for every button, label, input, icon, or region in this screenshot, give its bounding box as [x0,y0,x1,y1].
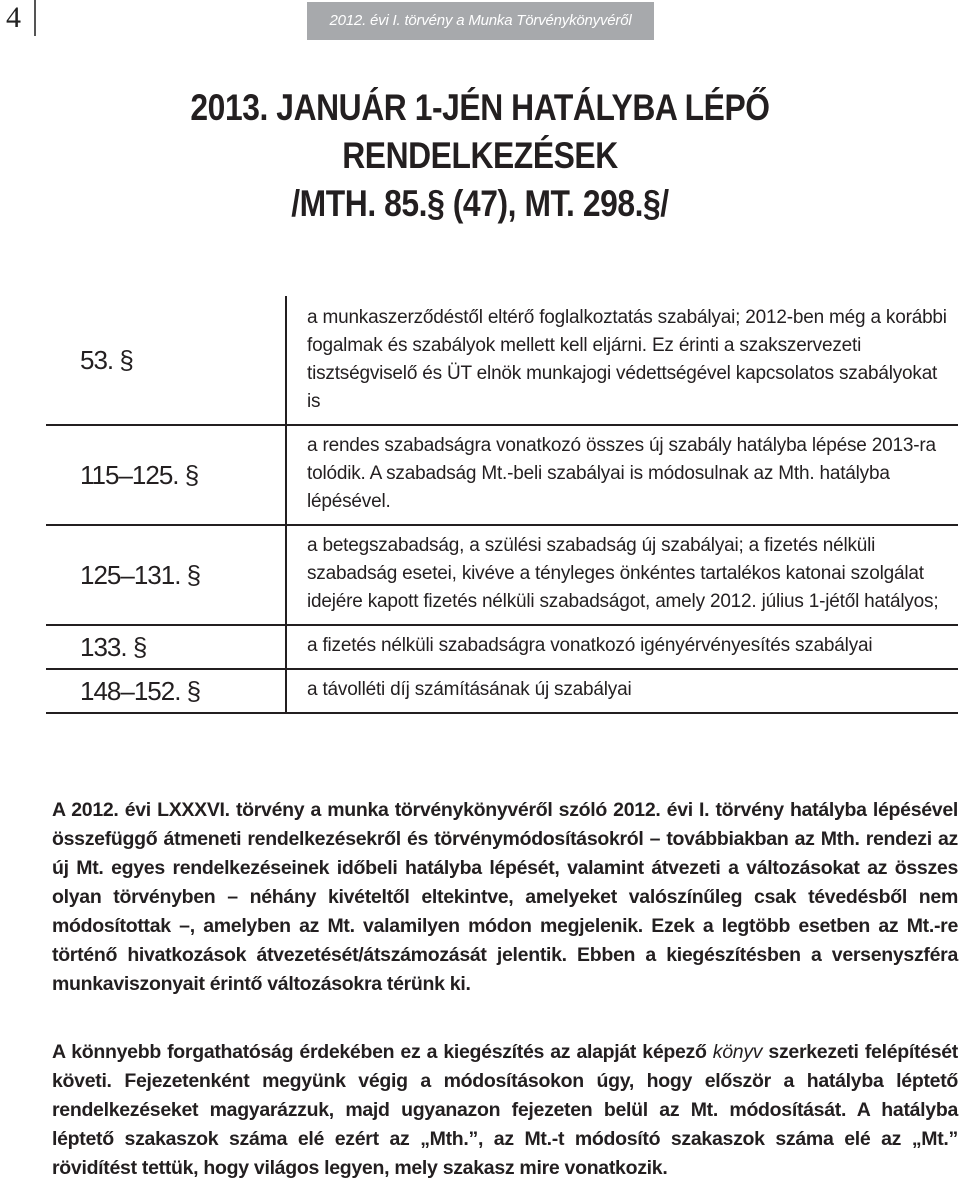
table-row [46,525,958,625]
paragraph-2 [52,1038,958,1183]
running-header: 2012. évi I. törvény a Munka Törvénykönyvéről [307,2,654,40]
section-description: a távolléti díj számításának új szabályai [286,669,958,713]
paragraph-2-start: A könnyebb forgathatóság érdekében ez a kiegészítés az alapját képező [52,1041,713,1063]
table-row [46,296,958,425]
section-description: a munkaszerződéstől eltérő foglalkoztatás szabályai; 2012-ben még a korábbi fogalmak és szabályok mellett kell eljárni. Ez érinti a szakszervezeti tisztségviselő és ÜT elnök munkajogi védettségével kapcsolatos szabályokat is [286,296,958,425]
title-line-3: /MTH. 85.§ (47), MT. 298.§/ [291,183,669,224]
section-number: 148–152. § [80,675,201,706]
section-description: a betegszabadság, a szülési szabadság új szabályai; a fizetés nélküli szabadság esetei, kivéve a tényleges önkéntes tartalékos katonai szolgálat idejére kapott fizetés nélküli szabadságot, amely 2012. július 1-jétől hatályos; [286,525,958,625]
title-line-2: RENDELKEZÉSEK [342,135,618,176]
page-number: 4 [6,0,36,36]
section-number: 133. § [80,631,147,662]
paragraph-2-end: szerkezeti felépítését követi. Fejezetenként megyünk végig a módosításokon úgy, hogy először a hatályba léptető rendelkezéseket magyarázzuk, majd ugyanazon fejezeten belül az Mt. módosítását. A hatályba léptető szakaszok száma elé ezért az „Mth.”, az Mt.-t módosító szakaszok száma elé az „Mt.” rövidítést tettük, hogy világos legyen, mely szakasz mire vonatkozik. [52,1041,958,1179]
table-row [46,425,958,525]
table-row [46,625,958,669]
rules-table [46,296,958,714]
section-number: 115–125. § [80,459,199,490]
paragraph-2-italic: könyv [712,1041,763,1063]
section-number: 125–131. § [80,559,201,590]
title-line-1: 2013. JANUÁR 1-JÉN HATÁLYBA LÉPŐ [190,87,770,128]
section-number: 53. § [80,344,133,375]
section-description: a rendes szabadságra vonatkozó összes új szabály hatályba lépése 2013-ra tolódik. A szabadság Mt.-beli szabályai is módosulnak az Mth. hatályba lépésével. [286,425,958,525]
table-row [46,669,958,713]
section-description: a fizetés nélküli szabadságra vonatkozó igényérvényesítés szabályai [286,625,958,669]
page-title [67,84,893,228]
paragraph-1: A 2012. évi LXXXVI. törvény a munka törvénykönyvéről szóló 2012. évi I. törvény hatályba lépésével összefüggő átmeneti rendelkezésekről és törvénymódosításokról – továbbiakban az Mth. rendezi az új Mt. egyes rendelkezéseinek időbeli hatályba lépését, valamint átvezeti a változásokat az összes olyan törvényben – néhány kivételtől eltekintve, amelyeket valószínűleg csak tévedésből nem módosítottak –, amelyben az Mt. valamilyen módon megjelenik. Ezek a legtöbb esetben az Mt.-re történő hivatkozások átvezetését/átszámozását jelentik. Ebben a kiegészítésben a versenyszféra munkaviszonyait érintő változásokra térünk ki. [52,799,958,995]
